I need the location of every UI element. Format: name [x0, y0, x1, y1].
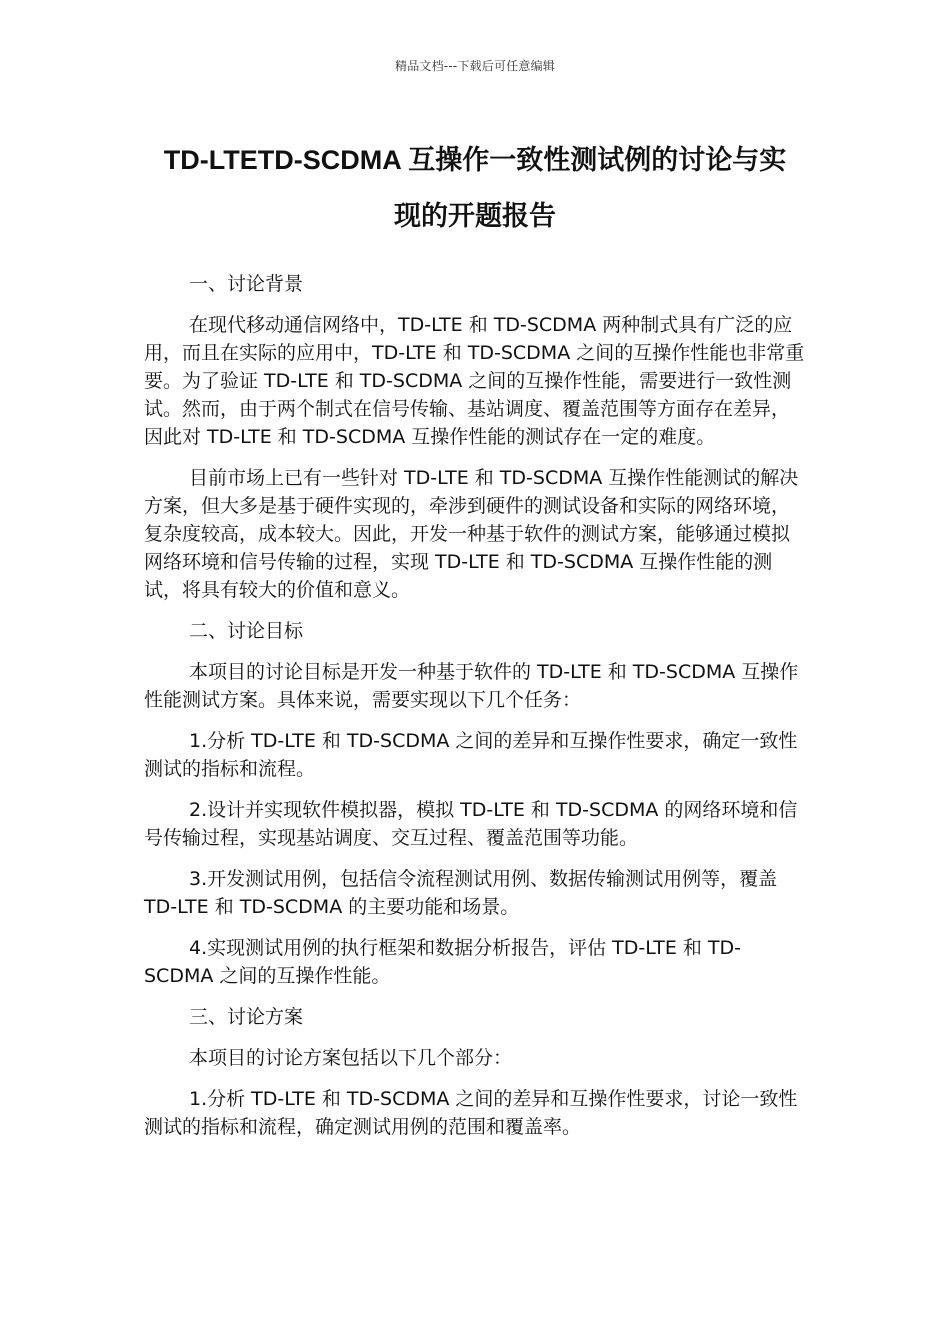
document-title — [140, 132, 810, 244]
document-body — [144, 270, 806, 1154]
list-item: 3.开发测试用例，包括信令流程测试用例、数据传输测试用例等，覆盖 TD-LTE 和 TD-SCDMA 的主要功能和场景。 — [144, 868, 778, 918]
section-heading-goals: 二、讨论目标 — [189, 620, 304, 642]
list-item: 1.分析 TD-LTE 和 TD-SCDMA 之间的差异和互操作性要求，确定一致性测试的指标和流程。 — [144, 730, 798, 780]
paragraph: 本项目的讨论方案包括以下几个部分： — [189, 1047, 513, 1069]
section-heading-plan: 三、讨论方案 — [189, 1006, 304, 1028]
paragraph: 本项目的讨论目标是开发一种基于软件的 TD-LTE 和 TD-SCDMA 互操作性能测试方案。具体来说，需要实现以下几个任务： — [144, 661, 799, 711]
section-heading-background: 一、讨论背景 — [189, 273, 304, 295]
title-line-2: 现的开题报告 — [394, 201, 556, 231]
paragraph: 在现代移动通信网络中，TD-LTE 和 TD-SCDMA 两种制式具有广泛的应用，而且在实际的应用中，TD-LTE 和 TD-SCDMA 之间的互操作性能也非常重要。为了验证 TD-LTE 和 TD-SCDMA 之间的互操作性能，需要进行一致性测试。然而，由于两个制式在信号传输、基站调度、覆盖范围等方面存在差异，因此对 TD-LTE 和 TD-SCDMA 互操作性能的测试存在一定的难度。 — [144, 314, 805, 448]
list-item: 1.分析 TD-LTE 和 TD-SCDMA 之间的差异和互操作性要求，讨论一致性测试的指标和流程，确定测试用例的范围和覆盖率。 — [144, 1088, 798, 1138]
paragraph: 目前市场上已有一些针对 TD-LTE 和 TD-SCDMA 互操作性能测试的解决方案，但大多是基于硬件实现的，牵涉到硬件的测试设备和实际的网络环境，复杂度较高，成本较大。因此，开发一种基于软件的测试方案，能够通过模拟网络环境和信号传输的过程，实现 TD-LTE 和 TD-SCDMA 互操作性能的测试，将具有较大的价值和意义。 — [144, 467, 799, 601]
title-line-1: TD-LTETD-SCDMA 互操作一致性测试例的讨论与实 — [163, 145, 787, 175]
list-item: 2.设计并实现软件模拟器，模拟 TD-LTE 和 TD-SCDMA 的网络环境和信号传输过程，实现基站调度、交互过程、覆盖范围等功能。 — [144, 799, 798, 849]
list-item: 4.实现测试用例的执行框架和数据分析报告，评估 TD-LTE 和 TD-SCDMA 之间的互操作性能。 — [144, 937, 742, 987]
page-header: 精品文档---下载后可任意编辑 — [395, 59, 555, 73]
